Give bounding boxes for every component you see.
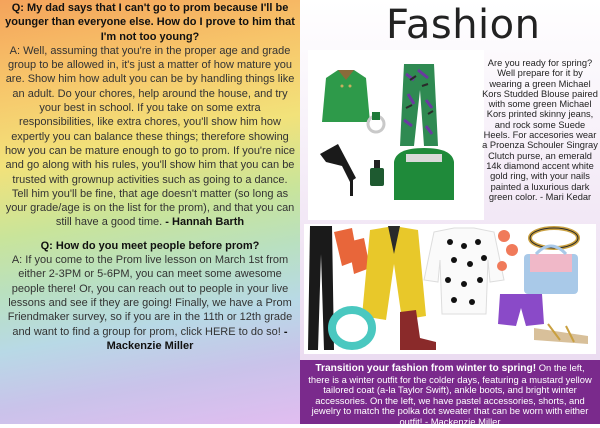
question-2: Q: How do you meet people before prom? <box>40 239 260 252</box>
answer-2-author: - Mackenzie Miller <box>106 325 288 352</box>
page-title: Fashion <box>386 2 541 48</box>
winter-spring-illustration <box>304 224 596 354</box>
answer-1-author: - Hannah Barth <box>165 216 245 229</box>
fashion-page <box>300 0 600 427</box>
answer-2: A: If you come to the Prom live lesson on March 1st from either 2-3PM or 5-6PM, you can meet some awesome people there! Or, you can reach out to people in your live lessons and see if they are going! Finally, we have a Prom Friendmaker survey, so if you are in the 11th or 12th grade and want to find a group for prom, click HERE to do so! - Mackenzie Miller <box>7 254 293 352</box>
caption-body: On the left, there is a winter outfit for the colder days, featuring a mustard yellow tailored coat (a-la Taylor Swift), ankle boots, and bright winter accessories. On the left, we have pastel accessories, shorts, and jewelry to match the polka dot sweater that can be worn with either outfit! - Mackenzie Miller <box>308 362 592 427</box>
spring-outfit-collage <box>308 50 484 220</box>
transition-caption <box>300 360 600 427</box>
advice-column <box>0 0 300 424</box>
spacer <box>3 230 297 239</box>
caption-lead: Transition your fashion from winter to spring! <box>315 363 537 374</box>
spring-outfit-description: Are you ready for spring? Well prepare for it by wearing a green Michael Kors Studded Blouse paired with some green Michael Kors printed skinny jeans, and rock some Suede Heels. For accesories wear a Proenza Schouler Singray Clutch purse, an emerald 14k diamond accent white gold ring, with your nails painted a luxurious dark green color. - Mari Kedar <box>482 58 598 202</box>
winter-spring-collage <box>304 224 596 354</box>
answer-1: A: Well, assuming that you're in the proper age and grade group to be allowed in, it's just a matter of how mature you are. Show him how adult you can be by handling things like an adult. Do your chores, help around the house, and try your best in school. If you take on some extra responsibilities, like extra chores, you'll show him how expertly you can balance these things; therefore showing how you can be mature enough to go to prom. If you're nice and go along with his rules, you'll show him that you can be trusted with grownup activities such as going to a dance. Tell him you'll be fine, that age doesn't matter (so long as your grade/age is on the list for the prom), and that you can still have a good time. - Hannah Barth <box>4 44 296 229</box>
question-1: Q: My dad says that I can't go to prom because I'll be younger than everyone else. How do I prove to him that I'm not too young? <box>5 2 295 43</box>
spring-outfit-illustration <box>308 50 484 220</box>
